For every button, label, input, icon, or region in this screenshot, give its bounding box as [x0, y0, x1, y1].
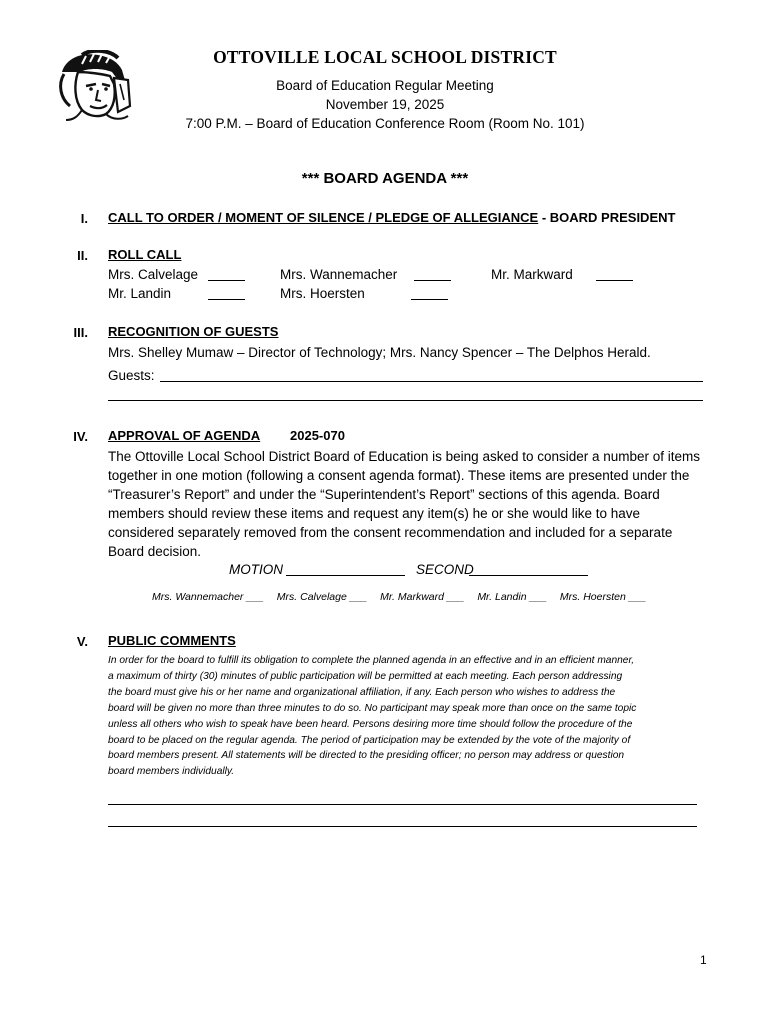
- policy-line: a maximum of thirty (30) minutes of public participation will be permitted at each meeting. Each person addressing: [108, 670, 623, 682]
- roll-call-member: Mrs. Calvelage: [108, 267, 199, 282]
- motion-label: MOTION: [229, 562, 283, 577]
- section-number: III.: [73, 325, 88, 340]
- section-heading-recognition: RECOGNITION OF GUESTS: [108, 324, 279, 339]
- vote-row: [152, 591, 646, 603]
- vote-member: Mrs. Calvelage ___: [276, 591, 368, 603]
- public-comments-policy: [108, 653, 718, 780]
- guests-line[interactable]: [108, 400, 703, 401]
- motion-blank[interactable]: [286, 563, 405, 576]
- guests-label: Guests:: [108, 368, 155, 383]
- section-heading-public-comments: PUBLIC COMMENTS: [108, 633, 236, 648]
- agenda-title: *** BOARD AGENDA ***: [301, 170, 469, 187]
- section-number: II.: [77, 248, 88, 263]
- second-label: SECOND: [416, 562, 474, 577]
- policy-line: board to be placed on the regular agenda. The period of participation may be extended by the vote of the majority of: [108, 734, 631, 746]
- guests-line[interactable]: [160, 381, 703, 382]
- meeting-date: November 19, 2025: [325, 97, 445, 112]
- policy-line: board members individually.: [108, 766, 235, 778]
- meeting-time-location: 7:00 P.M. – Board of Education Conference Room (Room No. 101): [185, 116, 585, 131]
- resolution-number: 2025-070: [290, 428, 345, 443]
- policy-line: In order for the board to fulfill its obligation to complete the planned agenda in an effective and in an efficient manner,: [108, 655, 635, 666]
- paragraph-line: The Ottoville Local School District Board of Education is being asked to consider a number of items: [108, 449, 701, 464]
- section-heading-suffix: - BOARD PRESIDENT: [538, 210, 676, 225]
- policy-line: the board must give his or her name and organizational affiliation, if any. Each person who wishes to address the: [108, 686, 616, 698]
- vote-member: Mrs. Hoersten ___: [559, 591, 647, 603]
- roll-call-member: Mr. Markward: [491, 267, 573, 282]
- roll-call-blank[interactable]: [596, 268, 633, 281]
- vote-member: Mr. Markward ___: [380, 591, 465, 603]
- roll-call-blank[interactable]: [414, 268, 451, 281]
- recognition-text: Mrs. Shelley Mumaw – Director of Technology; Mrs. Nancy Spencer – The Delphos Herald.: [108, 345, 651, 360]
- roll-call-blank[interactable]: [208, 268, 245, 281]
- approval-paragraph: [108, 447, 713, 561]
- paragraph-line: considered separately removed from the consent recommendation and included for a separate: [108, 525, 673, 540]
- section-heading-approval: APPROVAL OF AGENDA: [108, 428, 261, 443]
- district-title: OTTOVILLE LOCAL SCHOOL DISTRICT: [213, 47, 557, 67]
- section-heading: CALL TO ORDER / MOMENT OF SILENCE / PLEDGE OF ALLEGIANCE: [108, 210, 539, 225]
- paragraph-line: “Treasurer’s Report” and under the “Superintendent’s Report” sections of this agenda. Board: [108, 487, 660, 502]
- roll-call-member: Mr. Landin: [108, 286, 172, 301]
- paragraph-line: members should review these items and request any item(s) he or she would like to have: [108, 506, 641, 521]
- section-call-to-order: [108, 210, 675, 225]
- second-blank[interactable]: [469, 563, 588, 576]
- policy-line: board members present. All statements will be directed to the presiding officer; no person may address or question: [108, 750, 625, 762]
- policy-line: board will be given no more than three minutes to do so. No participant may speak more than once on the same topic: [108, 702, 637, 714]
- vote-member: Mrs. Wannemacher ___: [152, 591, 264, 603]
- page-number: 1: [700, 953, 707, 967]
- section-heading-roll-call: ROLL CALL: [108, 247, 182, 262]
- paragraph-line: together in one motion (following a consent agenda format). These items are presented under the: [108, 468, 690, 483]
- policy-line: unless all others who wish to speak have been heard. Persons desiring more time should follow the procedure of the: [108, 718, 633, 730]
- section-number: I.: [80, 211, 88, 226]
- section-number: V.: [76, 634, 88, 649]
- vote-member: Mr. Landin ___: [477, 591, 547, 603]
- roll-call-blank[interactable]: [411, 287, 448, 300]
- comments-line[interactable]: [108, 826, 697, 827]
- roll-call-blank[interactable]: [208, 287, 245, 300]
- comments-line[interactable]: [108, 804, 697, 805]
- roll-call-member: Mrs. Wannemacher: [280, 267, 398, 282]
- roll-call-member: Mrs. Hoersten: [280, 286, 365, 301]
- meeting-type: Board of Education Regular Meeting: [276, 78, 494, 93]
- paragraph-line: Board decision.: [108, 544, 202, 559]
- section-number: IV.: [73, 429, 88, 444]
